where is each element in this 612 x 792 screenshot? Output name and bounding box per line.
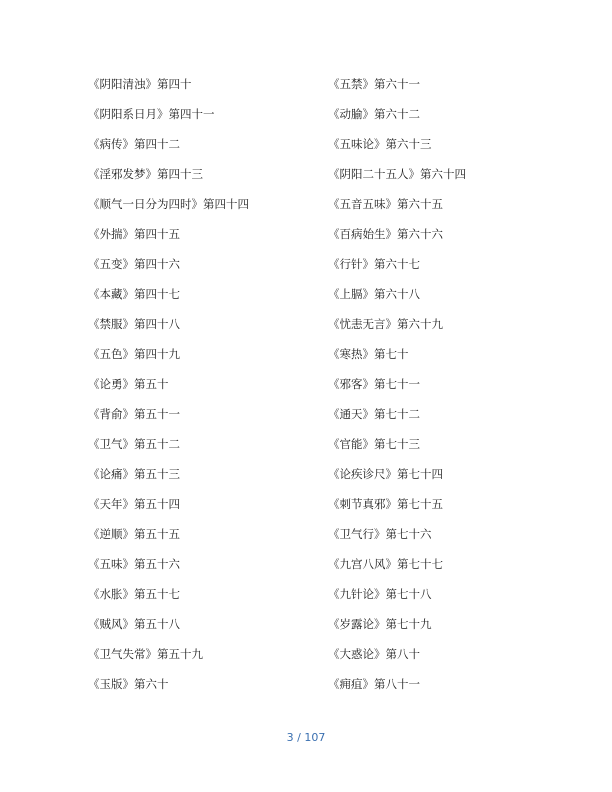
- toc-entry: 《卫气失常》第五十九: [88, 647, 203, 661]
- toc-entry: 《通天》第七十二: [328, 407, 420, 421]
- toc-column-left: [88, 73, 328, 703]
- toc-column-right: [328, 73, 528, 703]
- toc-entry: 《卫气行》第七十六: [328, 527, 432, 541]
- toc-entry: 《论痛》第五十三: [88, 467, 180, 481]
- toc-entry: 《痈疽》第八十一: [328, 677, 420, 691]
- toc-entry: 《顺气一日分为四时》第四十四: [88, 197, 249, 211]
- toc-entry: 《五味论》第六十三: [328, 137, 432, 151]
- toc-entry: 《论勇》第五十: [88, 377, 169, 391]
- toc-entry: 《背俞》第五十一: [88, 407, 180, 421]
- toc-entry: 《五味》第五十六: [88, 557, 180, 571]
- toc-entry: 《本藏》第四十七: [88, 287, 180, 301]
- toc-entry: 《贼风》第五十八: [88, 617, 180, 631]
- toc-entry: 《阴阳二十五人》第六十四: [328, 167, 466, 181]
- toc-entry: 《刺节真邪》第七十五: [328, 497, 443, 511]
- toc-entry: 《逆顺》第五十五: [88, 527, 180, 541]
- toc-entry: 《阴阳清浊》第四十: [88, 77, 192, 91]
- toc-entry: 《淫邪发梦》第四十三: [88, 167, 203, 181]
- toc-entry: 《九针论》第七十八: [328, 587, 432, 601]
- toc-entry: 《邪客》第七十一: [328, 377, 420, 391]
- toc-entry: 《五音五味》第六十五: [328, 197, 443, 211]
- toc-entry: 《动腧》第六十二: [328, 107, 420, 121]
- toc-entry: 《阴阳系日月》第四十一: [88, 107, 215, 121]
- toc-entry: 《大惑论》第八十: [328, 647, 420, 661]
- toc-entry: 《寒热》第七十: [328, 347, 409, 361]
- toc-entry: 《五变》第四十六: [88, 257, 180, 271]
- toc-entry: 《忧恚无言》第六十九: [328, 317, 443, 331]
- toc-entry: 《天年》第五十四: [88, 497, 180, 511]
- toc-entry: 《官能》第七十三: [328, 437, 420, 451]
- toc-entry: 《九宫八风》第七十七: [328, 557, 443, 571]
- toc-entry: 《百病始生》第六十六: [328, 227, 443, 241]
- page-number: 3 / 107: [286, 731, 326, 744]
- toc-entry: 《病传》第四十二: [88, 137, 180, 151]
- toc-entry: 《上膈》第六十八: [328, 287, 420, 301]
- table-of-contents: [88, 73, 528, 703]
- toc-entry: 《水胀》第五十七: [88, 587, 180, 601]
- toc-entry: 《论疾诊尺》第七十四: [328, 467, 443, 481]
- toc-entry: 《玉版》第六十: [88, 677, 169, 691]
- toc-entry: 《五禁》第六十一: [328, 77, 420, 91]
- toc-entry: 《外揣》第四十五: [88, 227, 180, 241]
- toc-entry: 《禁服》第四十八: [88, 317, 180, 331]
- toc-entry: 《行针》第六十七: [328, 257, 420, 271]
- toc-entry: 《岁露论》第七十九: [328, 617, 432, 631]
- toc-entry: 《卫气》第五十二: [88, 437, 180, 451]
- toc-entry: 《五色》第四十九: [88, 347, 180, 361]
